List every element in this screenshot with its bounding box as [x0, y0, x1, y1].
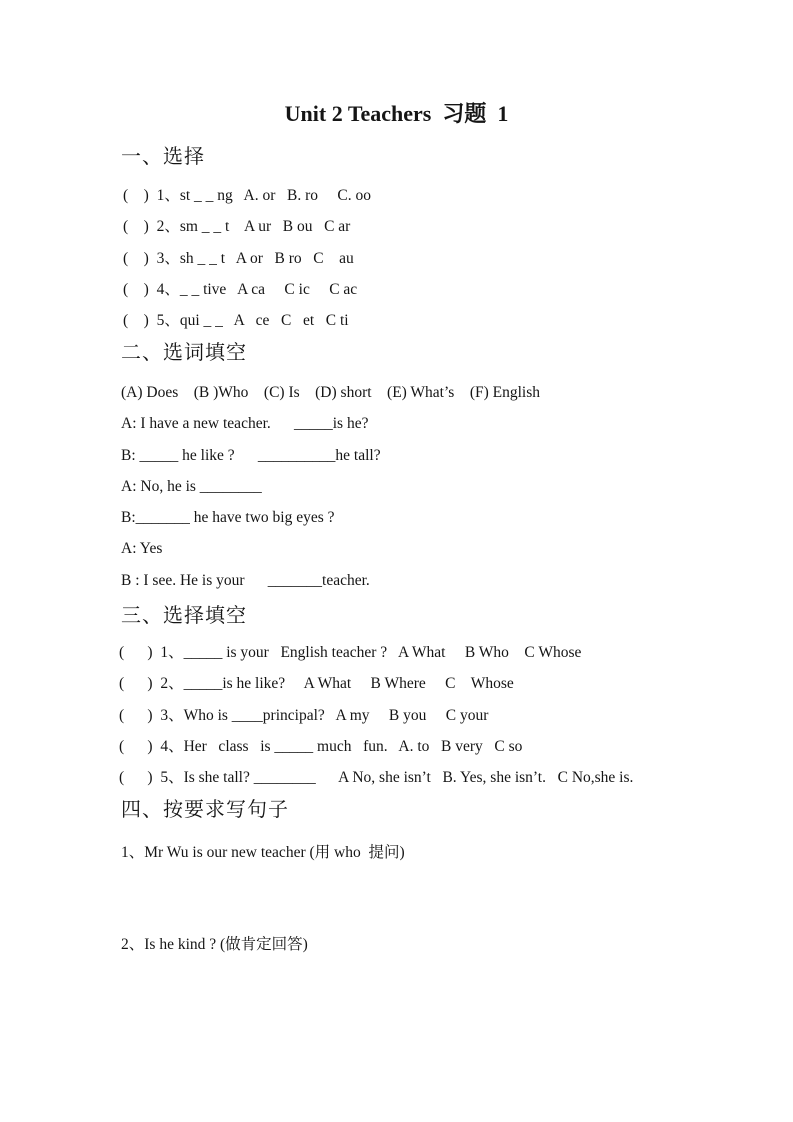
section-one-heading: 一、选择: [121, 146, 205, 168]
exercise-item: ( ) 4、Her class is _____ much fun. A. to B very C so: [119, 737, 523, 755]
dialog-line: B : I see. He is your _______teacher.: [121, 571, 370, 589]
exercise-item: ( ) 2、_____is he like? A What B Where C Whose: [119, 675, 514, 693]
dialog-line: B: _____ he like ? __________he tall?: [121, 446, 381, 464]
exercise-item: ( ) 5、Is she tall? ________ A No, she isn’t B. Yes, she isn’t. C No,she is.: [119, 769, 634, 787]
exercise-item: ( ) 1、st _ _ ng A. or B. ro C. oo: [123, 187, 372, 204]
exercise-item: ( ) 5、qui _ _ A ce C et C ti: [123, 312, 349, 330]
exercise-item: ( ) 1、_____ is your English teacher ? A What B Who C Whose: [119, 644, 582, 662]
dialog-line: A: No, he is ________: [121, 477, 262, 495]
exercise-item: 1、Mr Wu is our new teacher (用 who 提问): [121, 844, 405, 862]
exercise-item: 2、Is he kind ? (做肯定回答): [121, 936, 308, 954]
section-one-items: [123, 180, 753, 336]
dialog-line: A: Yes: [121, 540, 163, 558]
page-title: Unit 2 Teachers 习题 1: [284, 101, 509, 126]
exercise-item: ( ) 3、Who is ____principal? A my B you C your: [119, 706, 489, 724]
dialog-line: B:_______ he have two big eyes ?: [121, 509, 335, 527]
dialog-line: A: I have a new teacher. _____is he?: [121, 415, 369, 433]
section-two-heading: 二、选词填空: [121, 341, 247, 364]
section-three-heading: 三、选择填空: [121, 605, 247, 628]
word-bank: (A) Does (B )Who (C) Is (D) short (E) What’s (F) English: [121, 383, 541, 401]
section-four-heading: 四、按要求写句子: [121, 799, 289, 822]
exercise-item: ( ) 4、_ _ tive A ca C ic C ac: [123, 280, 358, 298]
section-two-block: [121, 377, 753, 596]
section-three-items: [119, 637, 753, 793]
exercise-item: ( ) 2、sm _ _ t A ur B ou C ar: [123, 218, 351, 236]
exercise-item: ( ) 3、sh _ _ t A or B ro C au: [123, 249, 354, 267]
worksheet-content: [0, 145, 793, 960]
